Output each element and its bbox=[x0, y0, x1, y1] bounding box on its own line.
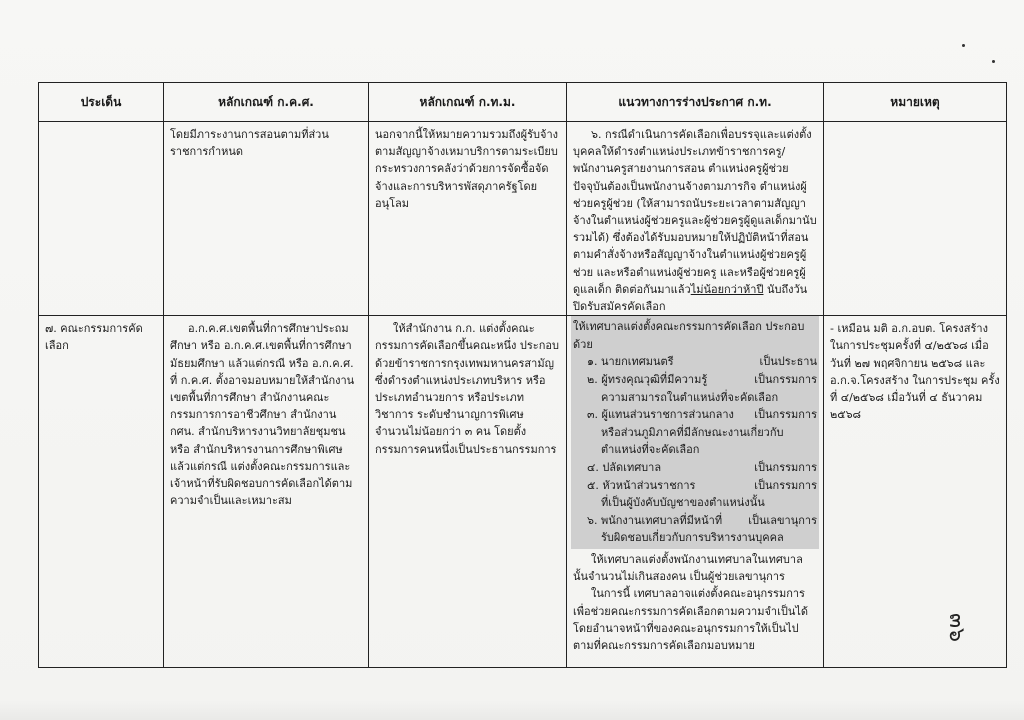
row2-draft-after2: ในการนี้ เทศบาลอาจแต่งตั้งคณะอนุกรรมการเพื่อช่วยคณะกรรมการคัดเลือกตามความจำเป็นได้ โดยอำนาจหน้าที่ของคณะอนุกรรมการให้เป็นไปตามที่คณะกรรมการคัดเลือกมอบหมาย bbox=[573, 587, 812, 652]
header-remarks: หมายเหตุ bbox=[824, 83, 1007, 122]
committee-member-name: ๑. นายกเทศมนตรี bbox=[587, 355, 674, 369]
committee-member-role: เป็นกรรมการ bbox=[754, 373, 817, 387]
table-row bbox=[39, 122, 1007, 316]
committee-member-6 bbox=[573, 512, 817, 530]
committee-member-role: เป็นกรรมการ bbox=[754, 478, 817, 492]
table-row bbox=[39, 316, 1007, 668]
row1-draft-text bbox=[567, 122, 823, 315]
row1-draft-underlined: ไม่น้อยกว่าห้าปี bbox=[690, 282, 764, 296]
row1-draft-cell bbox=[567, 122, 824, 316]
row2-remarks-text: - เหมือน มติ อ.ก.อบต. โครงสร้างในการประชุมครั้งที่ ๔/๒๕๖๘ เมื่อวันที่ ๒๗ พฤศจิกายน ๒๕๖๘ และ อ.ก.จ.โครงสร้าง ในการประชุม ครั้งที่ ๔/๒๕๖๘ เมื่อวันที่ ๔ ธันวาคม ๒๕๖๘ bbox=[830, 322, 1000, 422]
row1-draft-tail: นับถึงวันปิดรับสมัครคัดเลือก bbox=[573, 282, 808, 314]
row2-draft-cell bbox=[567, 316, 824, 668]
table-header-row bbox=[39, 83, 1007, 122]
header-draft-guideline: แนวทางการร่างประกาศ ก.ท. bbox=[567, 83, 824, 122]
row1-remarks-text bbox=[824, 122, 1006, 126]
scan-speck bbox=[962, 44, 965, 47]
row2-issue-text: ๗. คณะกรรมการคัดเลือก bbox=[45, 322, 143, 353]
committee-member-name: ๕. หัวหน้าส่วนราชการ bbox=[587, 478, 696, 492]
committee-member-4 bbox=[573, 459, 817, 477]
criteria-table bbox=[38, 82, 1007, 668]
committee-intro: ให้เทศบาลแต่งตั้งคณะกรรมการคัดเลือก ประกอบด้วย bbox=[573, 320, 805, 351]
row1-ocs-cell bbox=[164, 122, 369, 316]
row1-draft-main: ๖. กรณีดำเนินการคัดเลือกเพื่อบรรจุและแต่งตั้งบุคคลให้ดำรงตำแหน่งประเภทข้าราชการครู/พนักงานครูสายงานการสอน ตำแหน่งครูผู้ช่วย ปัจจุบันต้องเป็นพนักงานจ้างตามภารกิจ ตำแหน่งผู้ช่วยครูผู้ช่วย (ให้สามารถนับระยะเวลาตามสัญญาจ้างในตำแหน่งผู้ช่วยครูและผู้ช่วยครูผู้ดูแลเด็กมานับรวมได้) ซึ่งต้องได้รับมอบหมายให้ปฏิบัติหน้าที่สอน ตามคำสั่งจ้างหรือสัญญาจ้างในตำแหน่งผู้ช่วยครูผู้ช่วย และหรือตำแหน่งผู้ช่วยครู และหรือผู้ช่วยครูผู้ดูแลเด็ก ติดต่อกันมาแล้ว bbox=[573, 128, 817, 296]
committee-member-1 bbox=[573, 353, 817, 371]
header-bma-criteria: หลักเกณฑ์ ก.ท.ม. bbox=[369, 83, 567, 122]
committee-member-detail: หรือส่วนภูมิภาคที่มีลักษณะงานเกี่ยวกับตำแหน่งที่จะคัดเลือก bbox=[601, 425, 784, 457]
committee-member-name: ๓. ผู้แทนส่วนราชการส่วนกลาง bbox=[587, 408, 734, 422]
header-issue: ประเด็น bbox=[39, 83, 164, 122]
row1-issue-text bbox=[39, 122, 163, 126]
row1-remarks-cell bbox=[824, 122, 1007, 316]
committee-member-role: เป็นกรรมการ bbox=[754, 460, 817, 474]
committee-member-name: ๖. พนักงานเทศบาลที่มีหน้าที่ bbox=[587, 513, 723, 527]
row1-bma-cell bbox=[369, 122, 567, 316]
scan-shadow bbox=[0, 700, 1024, 720]
row1-issue-cell bbox=[39, 122, 164, 316]
page-number: ๓๖ bbox=[943, 612, 969, 643]
row2-bma-text: ให้สำนักงาน ก.ก. แต่งตั้งคณะกรรมการคัดเลือกขึ้นคณะหนึ่ง ประกอบด้วยข้าราชการกรุงเทพมหานครสามัญ ซึ่งดำรงตำแหน่งประเภทบริหาร หรือประเภทอำนวยการ หรือประเภทวิชาการ ระดับชำนาญการพิเศษ จำนวนไม่น้อยกว่า ๓ คน โดยตั้งกรรมการคนหนึ่งเป็นประธานกรรมการ bbox=[375, 322, 559, 456]
row2-ocs-text: อ.ก.ค.ศ.เขตพื้นที่การศึกษาประถมศึกษา หรือ อ.ก.ค.ศ.เขตพื้นที่การศึกษามัธยมศึกษา แล้วแต่กรณี หรือ อ.ก.ค.ศ. ที่ ก.ค.ศ. ตั้งอาจมอบหมายให้สำนักงานเขตพื้นที่การศึกษา สำนักงานคณะกรรมการการอาชีวศึกษา สำนักงาน กศน. สำนักบริหารงานวิทยาลัยชุมชน หรือ สำนักบริหารงานการศึกษาพิเศษ แล้วแต่กรณี แต่งตั้งคณะกรรมการและเจ้าหน้าที่รับผิดชอบการคัดเลือกได้ตามความจำเป็นและเหมาะสม bbox=[170, 322, 358, 508]
committee-member-role: เป็นประธาน bbox=[759, 355, 817, 369]
committee-member-detail: ความสามารถในตำแหน่งที่จะคัดเลือก bbox=[601, 390, 779, 404]
committee-member-role: เป็นกรรมการ bbox=[754, 408, 817, 422]
header-ocs-criteria: หลักเกณฑ์ ก.ค.ศ. bbox=[164, 83, 369, 122]
row1-ocs-text: โดยมีภาระงานการสอนตามที่ส่วนราชการกำหนด bbox=[170, 128, 329, 159]
row2-remarks-cell bbox=[824, 316, 1007, 668]
committee-shaded-block bbox=[571, 316, 819, 549]
committee-member-5 bbox=[573, 477, 817, 495]
row1-bma-text: นอกจากนี้ให้หมายความรวมถึงผู้รับจ้างตามสัญญาจ้างเหมาบริการตามระเบียบกระทรวงการคลังว่าด้วยการจัดซื้อจัดจ้างและการบริหารพัสดุภาครัฐโดยอนุโลม bbox=[375, 128, 558, 210]
committee-member-detail: รับผิดชอบเกี่ยวกับการบริหารงานบุคคล bbox=[601, 531, 784, 545]
row2-ocs-cell bbox=[164, 316, 369, 668]
committee-member-2 bbox=[573, 371, 817, 389]
scan-speck bbox=[992, 60, 995, 63]
committee-member-name: ๔. ปลัดเทศบาล bbox=[587, 460, 662, 474]
row2-draft-after1: ให้เทศบาลแต่งตั้งพนักงานเทศบาลในเทศบาลนั้นจำนวนไม่เกินสองคน เป็นผู้ช่วยเลขานุการ bbox=[573, 552, 803, 584]
row2-issue-cell bbox=[39, 316, 164, 668]
row2-bma-cell bbox=[369, 316, 567, 668]
committee-member-3 bbox=[573, 406, 817, 424]
committee-list bbox=[573, 353, 817, 547]
committee-member-name: ๒. ผู้ทรงคุณวุฒิที่มีความรู้ bbox=[587, 373, 708, 387]
committee-member-detail: ที่เป็นผู้บังคับบัญชาของตำแหน่งนั้น bbox=[601, 496, 765, 510]
committee-member-role: เป็นเลขานุการ bbox=[748, 513, 817, 527]
